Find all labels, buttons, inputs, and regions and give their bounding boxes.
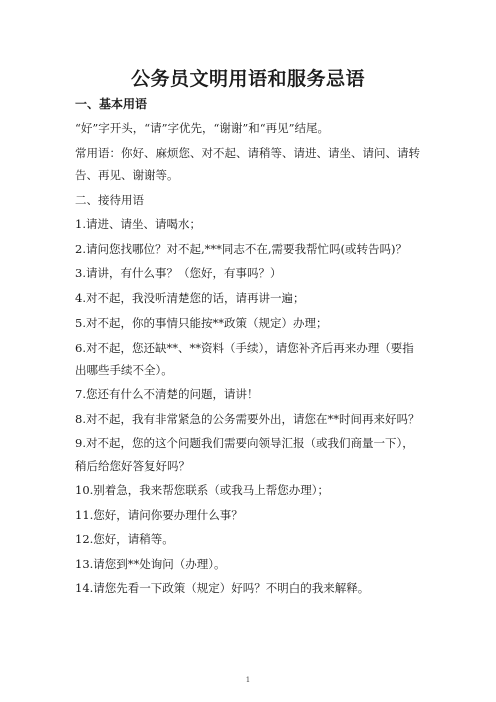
intro-paragraph: “好”字开头，“请”字优先，“谢谢”和“再见”结尾。 — [75, 121, 330, 135]
list-item: 4.对不起，我没听清楚您的话，请再讲一遍； — [75, 291, 305, 305]
document-title: 公务员文明用语和服务忌语 — [130, 68, 365, 90]
list-item: 10.别着急，我来帮您联系（或我马上帮您办理）； — [75, 483, 330, 497]
common-phrases-line-2: 告、再见、谢谢等。 — [75, 168, 179, 182]
list-item: 12.您好，请稍等。 — [75, 532, 174, 546]
list-item: 8.对不起，我有非常紧急的公务需要外出，请您在**时间再来好吗？ — [75, 412, 420, 426]
list-item: 14.请您先看一下政策（规定）好吗？不明白的我来解释。 — [75, 581, 370, 595]
list-item-continuation: 稍后给您好答复好吗？ — [75, 459, 190, 473]
section-heading-basic: 一、基本用语 — [75, 97, 148, 111]
list-item: 13.请您到**处询问（办理）。 — [75, 557, 226, 571]
page-number: 1 — [245, 676, 251, 684]
common-phrases-line-1: 常用语：你好、麻烦您、对不起、请稍等、请进、请坐、请问、请转 — [75, 146, 420, 160]
list-item: 5.对不起，你的事情只能按**政策（规定）办理； — [75, 316, 328, 330]
list-item: 6.对不起，您还缺**、**资料（手续），请您补齐后再来办理（要指 — [75, 341, 414, 355]
list-item: 9.对不起，您的这个问题我们需要向领导汇报（或我们商量一下）， — [75, 436, 414, 450]
list-item: 7.您还有什么不清楚的问题，请讲！ — [75, 387, 259, 401]
section-heading-reception: 二、接待用语 — [75, 193, 144, 207]
list-item: 2.请问您找哪位？对不起,***同志不在,需要我帮忙吗(或转告吗)？ — [75, 242, 408, 256]
list-item: 3.请讲，有什么事？（您好，有事吗？） — [75, 266, 282, 280]
list-item: 1.请进、请坐、请喝水； — [75, 217, 201, 231]
list-item: 11.您好，请问你要办理什么事？ — [75, 508, 243, 522]
list-item-continuation: 出哪些手续不全）。 — [75, 363, 173, 377]
